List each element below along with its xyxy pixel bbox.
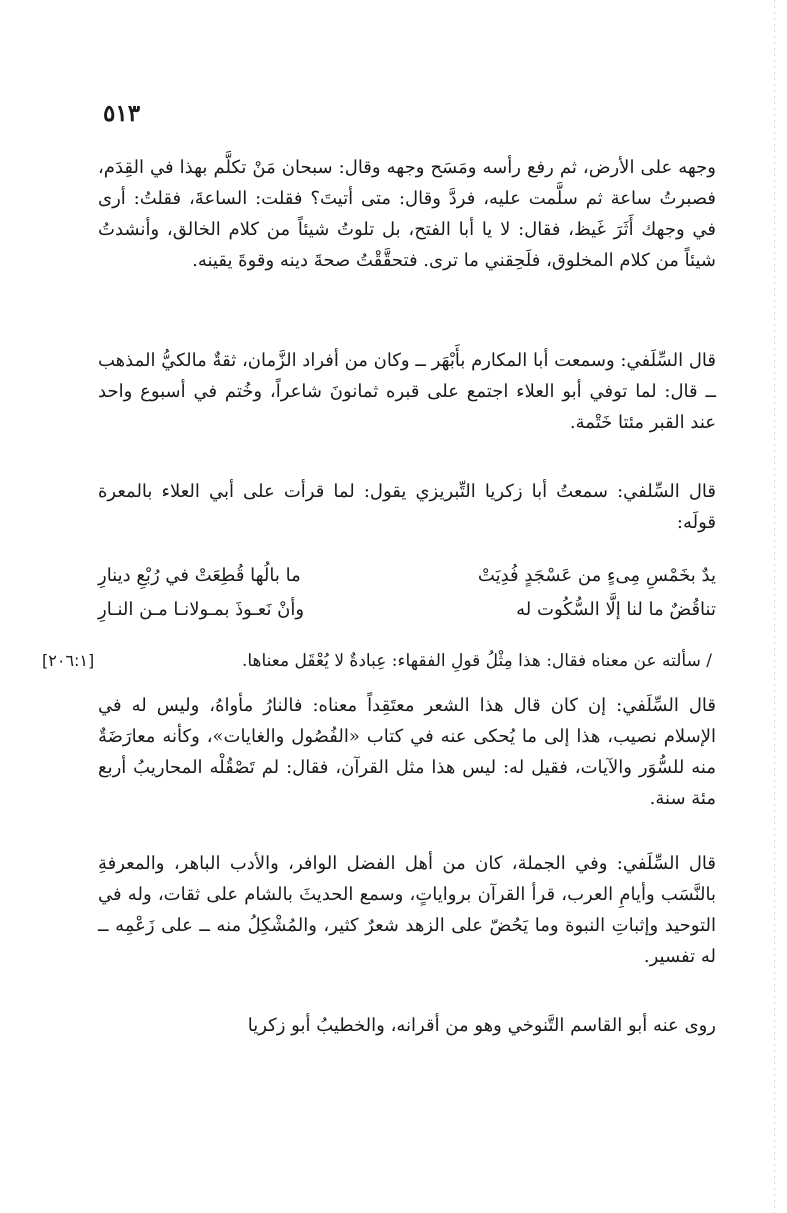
source-reference: [٢٠٦:١] xyxy=(42,651,95,670)
page-edge-shadow xyxy=(774,0,775,1213)
paragraph-4 xyxy=(98,690,716,814)
paragraph-text: وجهه على الأرض، ثم رفع رأسه ومَسَح وجهه وقال: سبحان مَنْ تكلَّم بهذا في القِدَم، فصبرتُ ساعة ثم سلَّمت عليه، فردَّ وقال: متى أتيتَ؟ فقلت: الساعةَ، فقلتُ: أرى في وجهك أَثَرَ غَيظ، فقال: لا يا أبا الفتح، بل تلوتُ شيئاً من كلام الخالق، وأنشدتُ شيئاً من كلام المخلوق، فلَحِقني ما ترى. فتحقَّقْتُ صحةَ دينه وقوةَ يقينه. xyxy=(98,157,716,271)
paragraph-text: قال السِّلَفي: إن كان قال هذا الشعر معتَقِداً معناه: فالنارُ مأواهُ، وليس له في الإسلام نصيب، هذا إلى ما يُحكى عنه في كتاب «الفُصُول والغايات»، وكأنه معارَضَةٌ منه للسُّوَر والآيات، فقيل له: ليس هذا مثل القرآن، فقال: لم تَصْقُلْه المحاريبُ أربع مئة سنة. xyxy=(98,695,716,809)
poem-verses xyxy=(98,560,716,628)
paragraph-6 xyxy=(98,1010,716,1041)
note-text: / سألته عن معناه فقال: هذا مِثْلُ قولِ الفقهاء: عِبادةٌ لا يُعْقَل معناها. xyxy=(241,651,712,671)
note-line xyxy=(42,646,712,676)
verse-first-hemistich: يدٌ بخَمْسِ مِىءٍ من عَسْجَدٍ فُدِيَتْ xyxy=(477,565,716,586)
page-number: ٥١٣ xyxy=(103,100,141,127)
paragraph-2 xyxy=(98,345,716,438)
verse-line xyxy=(98,560,716,594)
paragraph-5 xyxy=(98,848,716,972)
paragraph-1 xyxy=(98,152,716,276)
paragraph-text: قال السِّلفي: سمعتُ أبا زكريا التِّبريزي يقول: لما قرأت على أبي العلاء بالمعرة قولَه: xyxy=(98,481,716,533)
paragraph-text: قال السِّلَفي: وفي الجملة، كان من أهل الفضل الوافر، والأدب الباهر، والمعرفةِ بالنَّسَب وأيامِ العرب، قرأ القرآن برواياتٍ، وسمع الحديثَ بالشام على ثقات، وله في التوحيد وإثباتِ النبوة وما يَحُضّ على الزهد شعرٌ كثير، والمُشْكِلُ منه ــ على زَعْمِه ــ له تفسير. xyxy=(98,853,716,967)
paragraph-text: روى عنه أبو القاسم التَّنوخي وهو من أقرانه، والخطيبُ أبو زكريا xyxy=(247,1015,716,1036)
verse-second-hemistich: وأنْ نَعـوذَ بمـولانـا مـن النـارِ xyxy=(98,599,305,620)
paragraph-3 xyxy=(98,476,716,538)
verse-line xyxy=(98,594,716,628)
verse-second-hemistich: ما بالُها قُطِعَتْ في رُبْعِ دينارِ xyxy=(98,565,301,586)
paragraph-text: قال السِّلَفي: وسمعت أبا المكارم بأَبْهَر ــ وكان من أفراد الزَّمان، ثقةٌ مالكيُّ المذهب ــ قال: لما توفي أبو العلاء اجتمع على قبره ثمانونَ شاعراً، وخُتم في أسبوع واحد عند القبر مئتا خَتْمة. xyxy=(98,350,716,433)
verse-first-hemistich: تناقُضٌ ما لنا إلَّا السُّكُوت له xyxy=(516,599,716,620)
